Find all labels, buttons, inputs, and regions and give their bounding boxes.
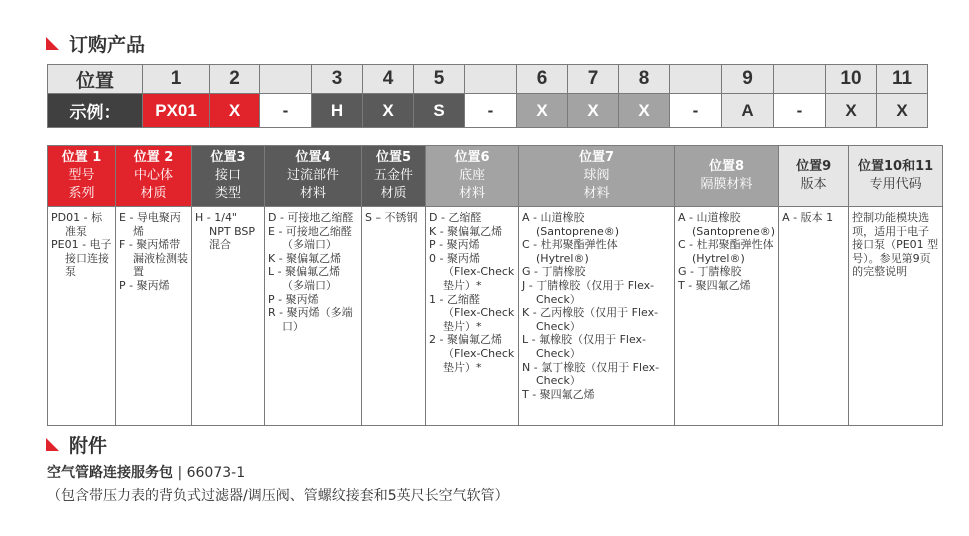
option-item: 控制功能模块选项，适用于电子接口泵（PE01 型号）。参见第9页的完整说明	[852, 211, 939, 279]
options-position-2	[116, 207, 192, 426]
option-item: P - 聚丙烯	[268, 292, 319, 306]
option-item: D - 乙缩醛	[429, 211, 482, 224]
option-item: A - 版本 1	[782, 211, 834, 224]
header-position-4: 位置4 过流部件 材料	[265, 146, 362, 207]
example-row	[48, 94, 928, 128]
option-item: PE01 - 电子接口连接泵	[51, 238, 112, 279]
option-item: L - 聚偏氟乙烯（多端口）	[268, 265, 341, 292]
position-cell: 9	[722, 65, 774, 94]
option-item: P - 聚丙烯	[429, 238, 480, 252]
option-item: E - 导电聚丙烯	[119, 211, 181, 238]
header-position-2: 位置 2 中心体 材质	[116, 146, 192, 207]
accessory-description: （包含带压力表的背负式过滤器/调压阀、管螺纹接套和5英尺长空气软管）	[47, 488, 509, 504]
position-cell: 6	[517, 65, 568, 94]
position-cell	[774, 65, 826, 94]
example-label: 示例：	[48, 94, 143, 128]
example-separator: -	[774, 94, 826, 128]
accessories-heading	[46, 431, 107, 458]
position-cell: 1	[143, 65, 210, 94]
options-position-10-11	[849, 207, 943, 426]
option-item: L - 氟橡胶（仅用于 Flex-Check）	[522, 333, 647, 360]
accessory-name: 空气管路连接服务包	[47, 465, 173, 481]
position-cell: 3	[312, 65, 363, 94]
options-header-row	[48, 146, 943, 207]
position-cell: 10	[826, 65, 877, 94]
option-item: K - 聚偏氟乙烯	[429, 224, 503, 238]
position-cell: 11	[877, 65, 928, 94]
header-position-8: 位置8 隔膜材料	[675, 146, 779, 207]
example-cell: S	[414, 94, 465, 128]
header-position-1: 位置 1 型号 系列	[48, 146, 116, 207]
option-item: E - 可接地乙缩醛（多端口）	[268, 224, 352, 252]
example-cell: X	[517, 94, 568, 128]
header-position-5: 位置5 五金件 材质	[362, 146, 426, 207]
option-item: PD01 - 标准泵	[51, 211, 103, 238]
options-position-6	[426, 207, 519, 426]
option-item: G - 丁腈橡胶	[522, 265, 586, 279]
option-item: J - 丁腈橡胶（仅用于 Flex-Check）	[522, 278, 655, 306]
example-separator: -	[260, 94, 312, 128]
position-cell	[465, 65, 517, 94]
example-cell: X	[619, 94, 670, 128]
header-position-6: 位置6 底座 材料	[426, 146, 519, 207]
option-item: T - 聚四氟乙烯	[678, 278, 751, 292]
order-products-title: 订购产品	[69, 34, 146, 56]
example-cell: H	[312, 94, 363, 128]
position-cell: 2	[210, 65, 260, 94]
option-item: T - 聚四氟乙烯	[522, 387, 595, 401]
order-code-table	[47, 64, 928, 128]
options-position-8	[675, 207, 779, 426]
example-separator: -	[670, 94, 722, 128]
option-item: K - 乙丙橡胶（仅用于 Flex-Check）	[522, 306, 659, 333]
option-item: P - 聚丙烯	[119, 278, 170, 292]
accessory-part-number: | 66073-1	[177, 465, 246, 481]
option-item: K - 聚偏氟乙烯	[268, 251, 342, 265]
header-position-10-11: 位置10和11 专用代码	[849, 146, 943, 207]
option-item: 1 - 乙缩醛（Flex-Check 垫片）*	[429, 292, 515, 333]
options-position-4	[265, 207, 362, 426]
position-cell: 4	[363, 65, 414, 94]
options-position-3	[192, 207, 265, 426]
header-position-7: 位置7 球阀 材料	[519, 146, 675, 207]
position-cell: 8	[619, 65, 670, 94]
option-item: H - 1/4" NPT BSP混合	[195, 211, 256, 252]
example-cell: PX01	[143, 94, 210, 128]
option-item: A - 山道橡胶 (Santoprene®)	[678, 211, 776, 238]
option-item: G - 丁腈橡胶	[678, 265, 742, 279]
option-item: C - 杜邦聚酯弹性体 (Hytrel®)	[522, 238, 618, 265]
example-cell: X	[210, 94, 260, 128]
accessory-line	[47, 462, 245, 482]
position-cell: 位置	[48, 65, 143, 94]
option-item: D - 可接地乙缩醛	[268, 211, 354, 224]
triangle-bullet-icon	[46, 438, 59, 451]
options-position-1	[48, 207, 116, 426]
option-item: 0 - 聚丙烯（Flex-Check 垫片）*	[429, 251, 515, 292]
option-item: C - 杜邦聚酯弹性体 (Hytrel®)	[678, 238, 774, 265]
option-item: 2 - 聚偏氟乙烯（Flex-Check 垫片）*	[429, 333, 515, 374]
position-cell: 5	[414, 65, 465, 94]
example-cell: A	[722, 94, 774, 128]
example-cell: X	[363, 94, 414, 128]
position-cell	[670, 65, 722, 94]
position-row	[48, 65, 928, 94]
options-body-row	[48, 207, 943, 426]
option-item: R - 聚丙烯（多端口）	[268, 306, 353, 333]
example-cell: X	[568, 94, 619, 128]
example-separator: -	[465, 94, 517, 128]
accessories-title: 附件	[69, 435, 108, 457]
options-position-7	[519, 207, 675, 426]
example-cell: X	[826, 94, 877, 128]
example-cell: X	[877, 94, 928, 128]
options-table	[47, 145, 943, 426]
option-item: S – 不锈钢	[365, 211, 418, 224]
option-item: A - 山道橡胶 (Santoprene®)	[522, 211, 620, 238]
option-item: N - 氯丁橡胶（仅用于 Flex-Check）	[522, 360, 660, 388]
header-position-9: 位置9 版本	[779, 146, 849, 207]
option-item: F - 聚丙烯带漏液检测装置	[119, 238, 188, 279]
position-cell	[260, 65, 312, 94]
triangle-bullet-icon	[46, 37, 59, 50]
position-cell: 7	[568, 65, 619, 94]
order-products-heading	[46, 30, 145, 57]
options-position-5	[362, 207, 426, 426]
header-position-3: 位置3 接口 类型	[192, 146, 265, 207]
options-position-9	[779, 207, 849, 426]
